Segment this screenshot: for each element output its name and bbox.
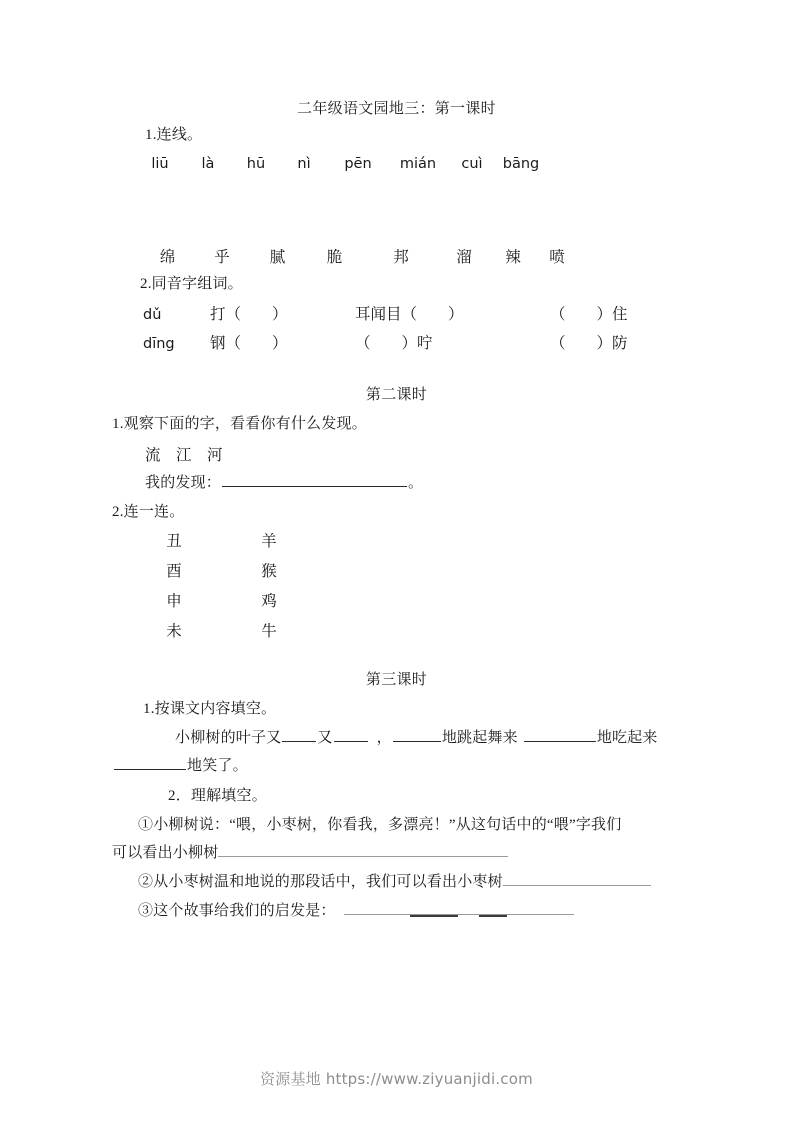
match-item-left[interactable]: 丑 — [166, 533, 182, 550]
item2-text: ②从小枣树温和地说的那段话中，我们可以看出小枣树 — [138, 874, 503, 890]
match-item-left[interactable]: 酉 — [166, 563, 182, 580]
homophone-pinyin: dīng — [143, 336, 175, 352]
lesson3-item2-line — [138, 870, 651, 891]
match-item-right[interactable]: 羊 — [261, 533, 277, 550]
lesson2-question1-label: 1.观察下面的字，看看你有什么发现。 — [112, 416, 367, 432]
fill-text: 地笑了。 — [187, 758, 248, 774]
fill-text: 地跳起舞来 — [441, 730, 518, 746]
page-title: 二年级语文园地三：第一课时 — [297, 101, 496, 117]
pinyin-cell: là — [201, 156, 215, 172]
pinyin-cell: mián — [399, 156, 437, 172]
homophone-blank[interactable]: 钢（ ） — [210, 335, 288, 352]
lesson2-title: 第二课时 — [365, 387, 428, 403]
fill-text: 又 — [317, 730, 333, 746]
lesson3-item3-line — [138, 899, 574, 920]
match-item-right[interactable]: 牛 — [261, 623, 277, 640]
lesson1-question2-label: 2.同音字组词。 — [140, 276, 243, 292]
homophone-row — [143, 302, 628, 324]
pinyin-cell: nì — [297, 156, 311, 172]
lesson3-question2-label: 2．理解填空。 — [168, 788, 267, 804]
hanzi-cell: 腻 — [269, 249, 286, 266]
hanzi-cell: 邦 — [393, 249, 409, 266]
item3-overwrite-segment — [410, 915, 458, 917]
lesson1-pinyin-row — [136, 156, 546, 172]
match-column-right — [257, 527, 281, 647]
lesson2-sample-chars: 流 江 河 — [145, 447, 223, 464]
lesson2-question2-label: 2.连一连。 — [112, 504, 185, 520]
match-column-left — [162, 527, 186, 647]
pinyin-cell: hū — [246, 156, 266, 172]
hanzi-cell: 乎 — [214, 249, 230, 266]
lesson3-item1-line1: ①小柳树说：“喂，小枣树，你看我，多漂亮！”从这句话中的“喂”字我们 — [138, 817, 622, 833]
homophone-blank[interactable]: （ ）防 — [550, 335, 628, 352]
homophone-pinyin: dǔ — [143, 307, 162, 323]
pinyin-cell: pēn — [344, 156, 372, 172]
fill-text: ， — [376, 730, 392, 746]
finding-answer-blank[interactable] — [222, 472, 407, 487]
hanzi-cell: 辣 — [505, 249, 521, 266]
lesson3-title: 第三课时 — [365, 672, 428, 688]
lesson3-fill-line-1 — [175, 726, 658, 747]
hanzi-cell: 绵 — [159, 249, 176, 266]
lesson3-question1-label: 1.按课文内容填空。 — [143, 701, 277, 717]
fill-blank[interactable] — [282, 727, 316, 742]
homophone-blank[interactable]: （ ）住 — [550, 306, 628, 323]
homophone-blank[interactable]: 打（ ） — [210, 306, 288, 323]
homophone-blank[interactable]: （ ）咛 — [355, 335, 433, 352]
footer-watermark: 资源基地 https://www.ziyuanjidi.com — [260, 1070, 533, 1088]
pinyin-cell: cuì — [461, 156, 483, 172]
fill-blank[interactable] — [524, 727, 596, 742]
item3-overwrite-segment — [479, 915, 507, 917]
lesson1-question1-label: 1.连线。 — [145, 127, 203, 143]
hanzi-cell: 喷 — [549, 249, 565, 266]
fill-text: 小柳树的叶子又 — [175, 730, 282, 746]
fill-blank[interactable] — [114, 755, 186, 770]
homophone-blank[interactable]: 耳闻目（ ） — [355, 306, 464, 323]
homophone-row — [143, 331, 628, 353]
finding-period: 。 — [408, 475, 424, 491]
match-item-left[interactable]: 申 — [166, 593, 182, 610]
fill-text: 地吃起来 — [596, 730, 658, 746]
lesson3-item1-line2 — [112, 841, 508, 862]
lesson2-finding-label: 我的发现： — [145, 475, 222, 491]
fill-blank[interactable] — [393, 727, 441, 742]
lesson3-fill-line-2 — [113, 754, 248, 775]
match-item-right[interactable]: 鸡 — [261, 593, 277, 610]
match-item-right[interactable]: 猴 — [261, 563, 277, 580]
item1-answer-blank[interactable] — [218, 842, 508, 857]
hanzi-cell: 溜 — [456, 249, 472, 266]
lesson1-hanzi-row — [140, 245, 577, 267]
fill-blank[interactable] — [334, 727, 368, 742]
pinyin-cell: bāng — [502, 156, 540, 172]
match-item-left[interactable]: 未 — [166, 623, 182, 640]
lesson2-finding-row — [145, 471, 423, 492]
pinyin-cell: liū — [151, 156, 169, 172]
item1-text: 可以看出小柳树 — [112, 845, 219, 861]
hanzi-cell: 脆 — [326, 249, 343, 266]
item3-text: ③这个故事给我们的启发是： — [138, 903, 336, 919]
item3-answer-blank[interactable] — [344, 900, 574, 915]
item2-answer-blank[interactable] — [503, 871, 651, 886]
